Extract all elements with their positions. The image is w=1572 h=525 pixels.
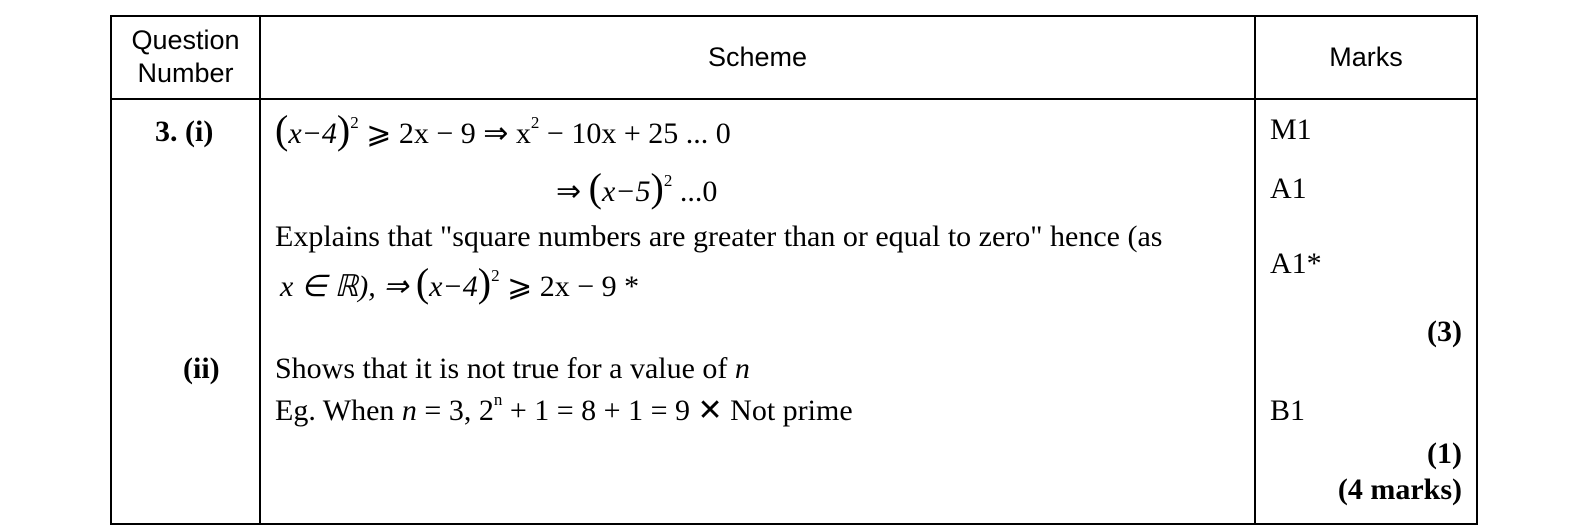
- scheme-explanation: Explains that "square numbers are greater than or equal to zero" hence (as: [275, 220, 1163, 253]
- scheme-line-1: $(x-4)^2$ ⩾ 2x − 9 ⇒ $x^2 - 10x + 25$ ... 0: [275, 107, 731, 152]
- header-question-line2: Number: [137, 58, 234, 88]
- scheme-part-ii-line-1: Shows that it is not true for a value of n: [275, 352, 750, 385]
- scheme-conclusion: x ∈ ℝ), ⇒ $(x-4)^2$ ⩾ 2x − 9 *: [280, 260, 640, 305]
- scheme-line-2: ⇒ $(x-5)^2$ ...0: [556, 165, 718, 210]
- header-question-line1: Question: [131, 25, 240, 55]
- scheme-part-ii-line-2: Eg. When n = 3, $2^n + 1 = 8 + 1 = 9$ ✕ Not prime: [275, 390, 853, 427]
- mark-a1-star: A1*: [1270, 247, 1322, 280]
- header-marks: Marks: [1329, 41, 1403, 72]
- question-number: 3. (i): [155, 115, 214, 148]
- subtotal-part-ii: (1): [1427, 437, 1462, 470]
- subtotal-part-i: (3): [1427, 315, 1462, 348]
- header-question-number: [112, 15, 259, 99]
- total-marks: (4 marks): [1337, 473, 1462, 506]
- part-ii-label: (ii): [183, 352, 220, 385]
- header-scheme: Scheme: [707, 41, 808, 72]
- mark-m1: M1: [1270, 113, 1312, 146]
- mark-b1: B1: [1270, 394, 1306, 427]
- mark-a1: A1: [1270, 172, 1307, 205]
